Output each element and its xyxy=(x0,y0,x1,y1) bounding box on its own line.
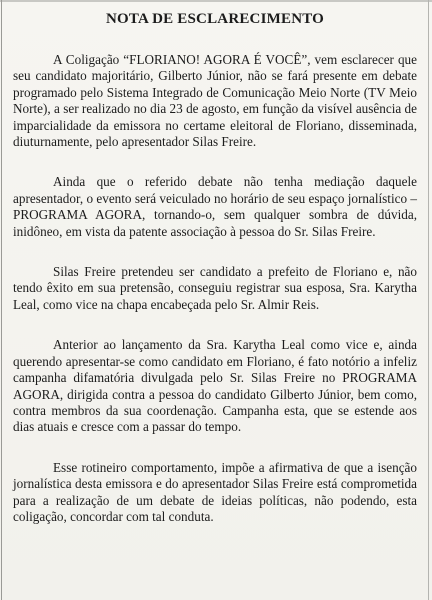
notice-article xyxy=(13,10,417,525)
page-top-edge xyxy=(0,0,432,2)
paragraph-conclusion: Esse rotineiro comportamento, impõe a afirmativa de que a isenção jornalística desta emissora e do apresentador Silas Freire está comprometida para a realização de um debate de ideias políticas, não podendo, esta coligação, concordar com tal conduta. xyxy=(13,459,417,524)
paragraph-coalition-statement: A Coligação “FLORIANO! AGORA É VOCÊ”, vem esclarecer que seu candidato majoritário, Gilberto Júnior, não se fará presente em debate programado pelo Sistema Integrado de Comunicação Meio Norte (TV Meio Norte), a ser realizado no dia 23 de agosto, em função da visível ausência de imparcialidade da emissora no certame eleitoral de Floriano, disseminada, diuturnamente, pelo apresentador Silas Freire. xyxy=(13,52,417,150)
notice-title: NOTA DE ESCLARECIMENTO xyxy=(105,11,325,27)
page-right-border xyxy=(428,0,429,600)
paragraph-silas-freire-candidacy: Silas Freire pretendeu ser candidato a prefeito de Floriano e, não tendo êxito em sua pretensão, conseguiu registrar sua esposa, Sra. Karytha Leal, como vice na chapa encabeçada pelo Sr. Almir Reis. xyxy=(13,264,417,312)
paragraph-defamation-campaign: Anterior ao lançamento da Sra. Karytha Leal como vice e, ainda querendo apresentar-se como candidato em Floriano, é fato notório a infeliz campanha difamatória divulgada pelo Sr. Silas Freire no PROGRAMA AGORA, dirigida contra a pessoa do candidato Gilberto Júnior, bem como, contra membros da sua coordenação. Campanha esta, que se estende aos dias atuais e cresce com a passar do tempo. xyxy=(13,337,417,435)
page-left-border xyxy=(1,0,2,600)
paragraph-debate-mediation: Ainda que o referido debate não tenha mediação daquele apresentador, o evento será veiculado no horário de seu espaço jornalístico – PROGRAMA AGORA, tornando-o, sem qualquer sombra de dúvida, inidôneo, em vista da patente associação à pessoa do Sr. Silas Freire. xyxy=(13,174,417,239)
